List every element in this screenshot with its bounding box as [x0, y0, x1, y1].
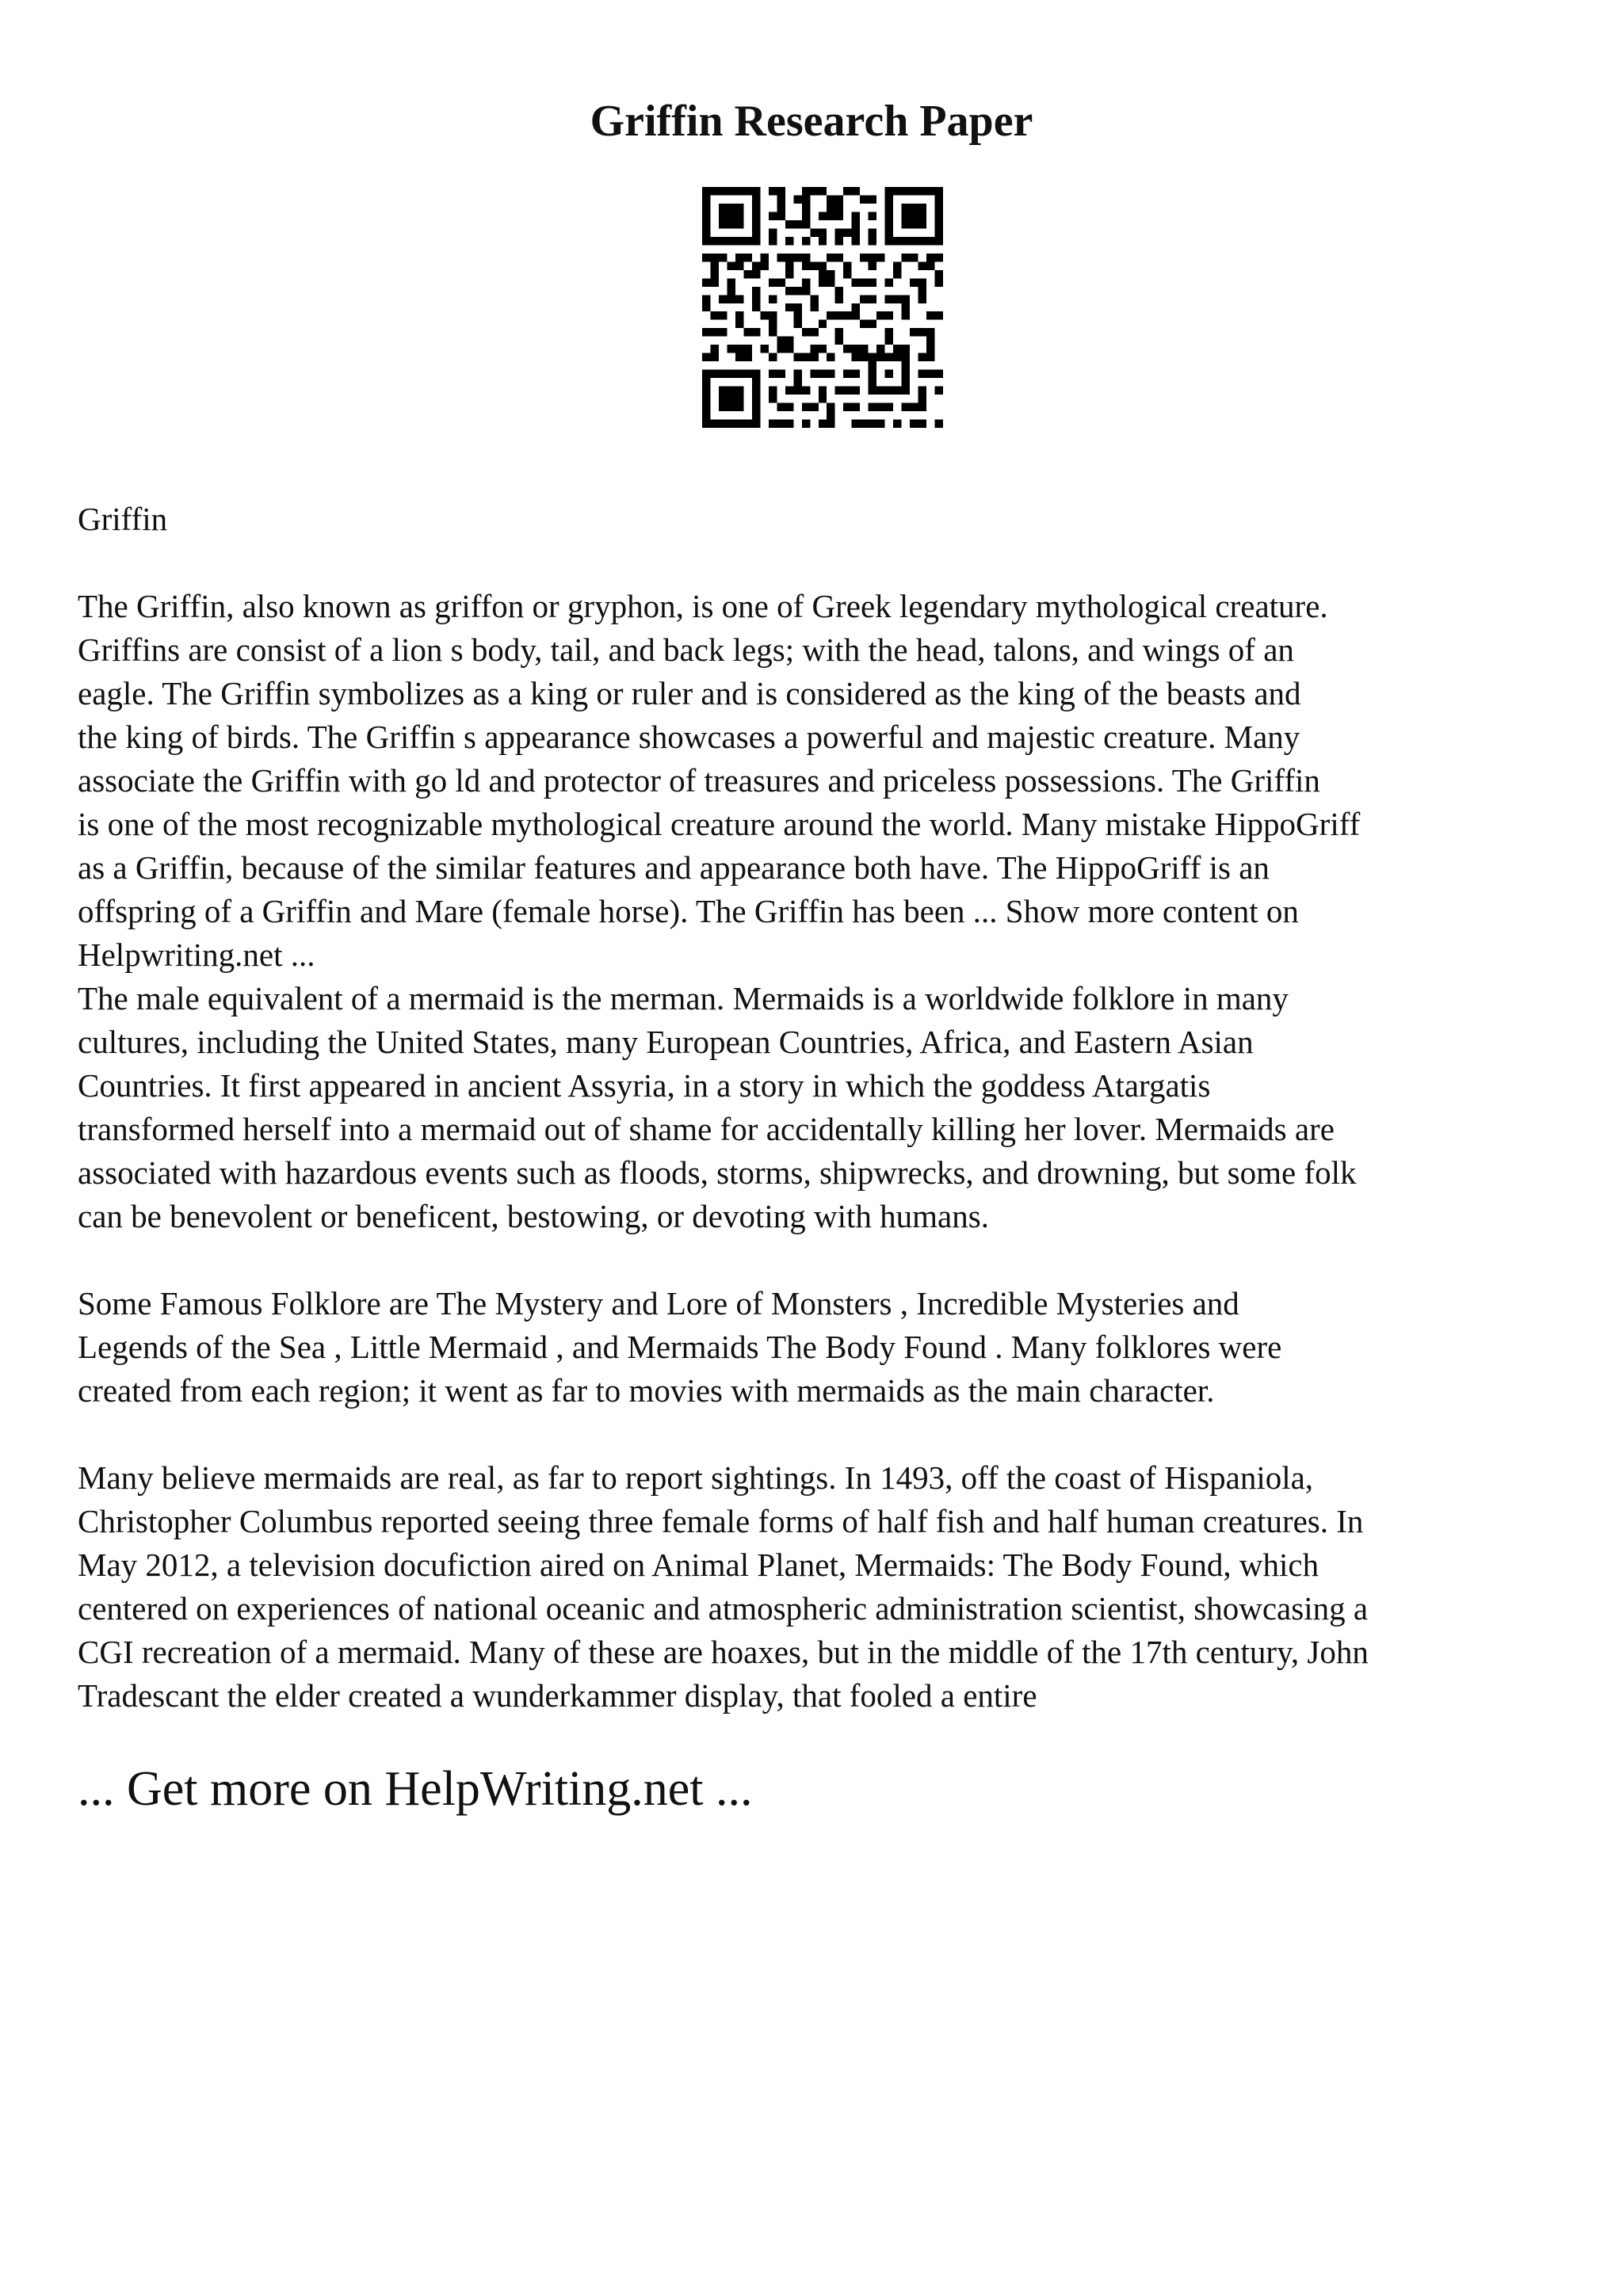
article-body: [78, 498, 1568, 1718]
page-title: Griffin Research Paper: [590, 97, 1033, 146]
paragraph-spacer: [78, 1413, 1568, 1456]
paragraph-spacer: [78, 1238, 1568, 1282]
section-heading: Griffin: [78, 501, 168, 537]
paragraph-sightings: Many believe mermaids are real, as far to report sightings. In 1493, off the coast of Hispaniola, Christopher Columbus reported seeing three female forms of half fish and half human creatures. In May 2012, a television docufiction aired on Animal Planet, Mermaids: The Body Found, which centered on experiences of national oceanic and atmospheric administration scientist, showcasing a CGI recreation of a mermaid. Many of these are hoaxes, but in the middle of the 17th century, John Tradescant the elder created a wunderkammer display, that fooled a entire: [78, 1459, 1369, 1714]
paragraph-merman: The male equivalent of a mermaid is the merman. Mermaids is a worldwide folklore in many cultures, including the United States, many European Countries, Africa, and Eastern Asian Countries. It first appeared in ancient Assyria, in a story in which the goddess Atargatis transformed herself into a mermaid out of shame for accidentally killing her lover. Mermaids are associated with hazardous events such as floods, storms, shipwrecks, and drowning, but some folk can be benevolent or beneficent, bestowing, or devoting with humans.: [78, 980, 1357, 1234]
paragraph-griffin: The Griffin, also known as griffon or gryphon, is one of Greek legendary mythological creature. Griffins are consist of a lion s body, tail, and back legs; with the head, talons, and wings of an eagle. The Griffin symbolizes as a king or ruler and is considered as the king of the beasts and the king of birds. The Griffin s appearance showcases a powerful and majestic creature. Many associate the Griffin with go ld and protector of treasures and priceless possessions. The Griffin is one of the most recognizable mythological creature around the world. Many mistake HippoGriff as a Griffin, because of the similar features and appearance both have. The HippoGriff is an offspring of a Griffin and Mare (female horse). The Griffin has been ... Show more content on Helpwriting.net ...: [78, 588, 1361, 973]
paragraph-folklore: Some Famous Folklore are The Mystery and Lore of Monsters , Incredible Mysteries and Legends of the Sea , Little Mermaid , and Mermaids The Body Found . Many folklores were created from each region; it went as far to movies with mermaids as the main character.: [78, 1285, 1282, 1409]
get-more-link[interactable]: ... Get more on HelpWriting.net ...: [78, 1762, 753, 1816]
paragraph-spacer: [78, 541, 1568, 585]
qr-code-icon: [702, 187, 943, 428]
